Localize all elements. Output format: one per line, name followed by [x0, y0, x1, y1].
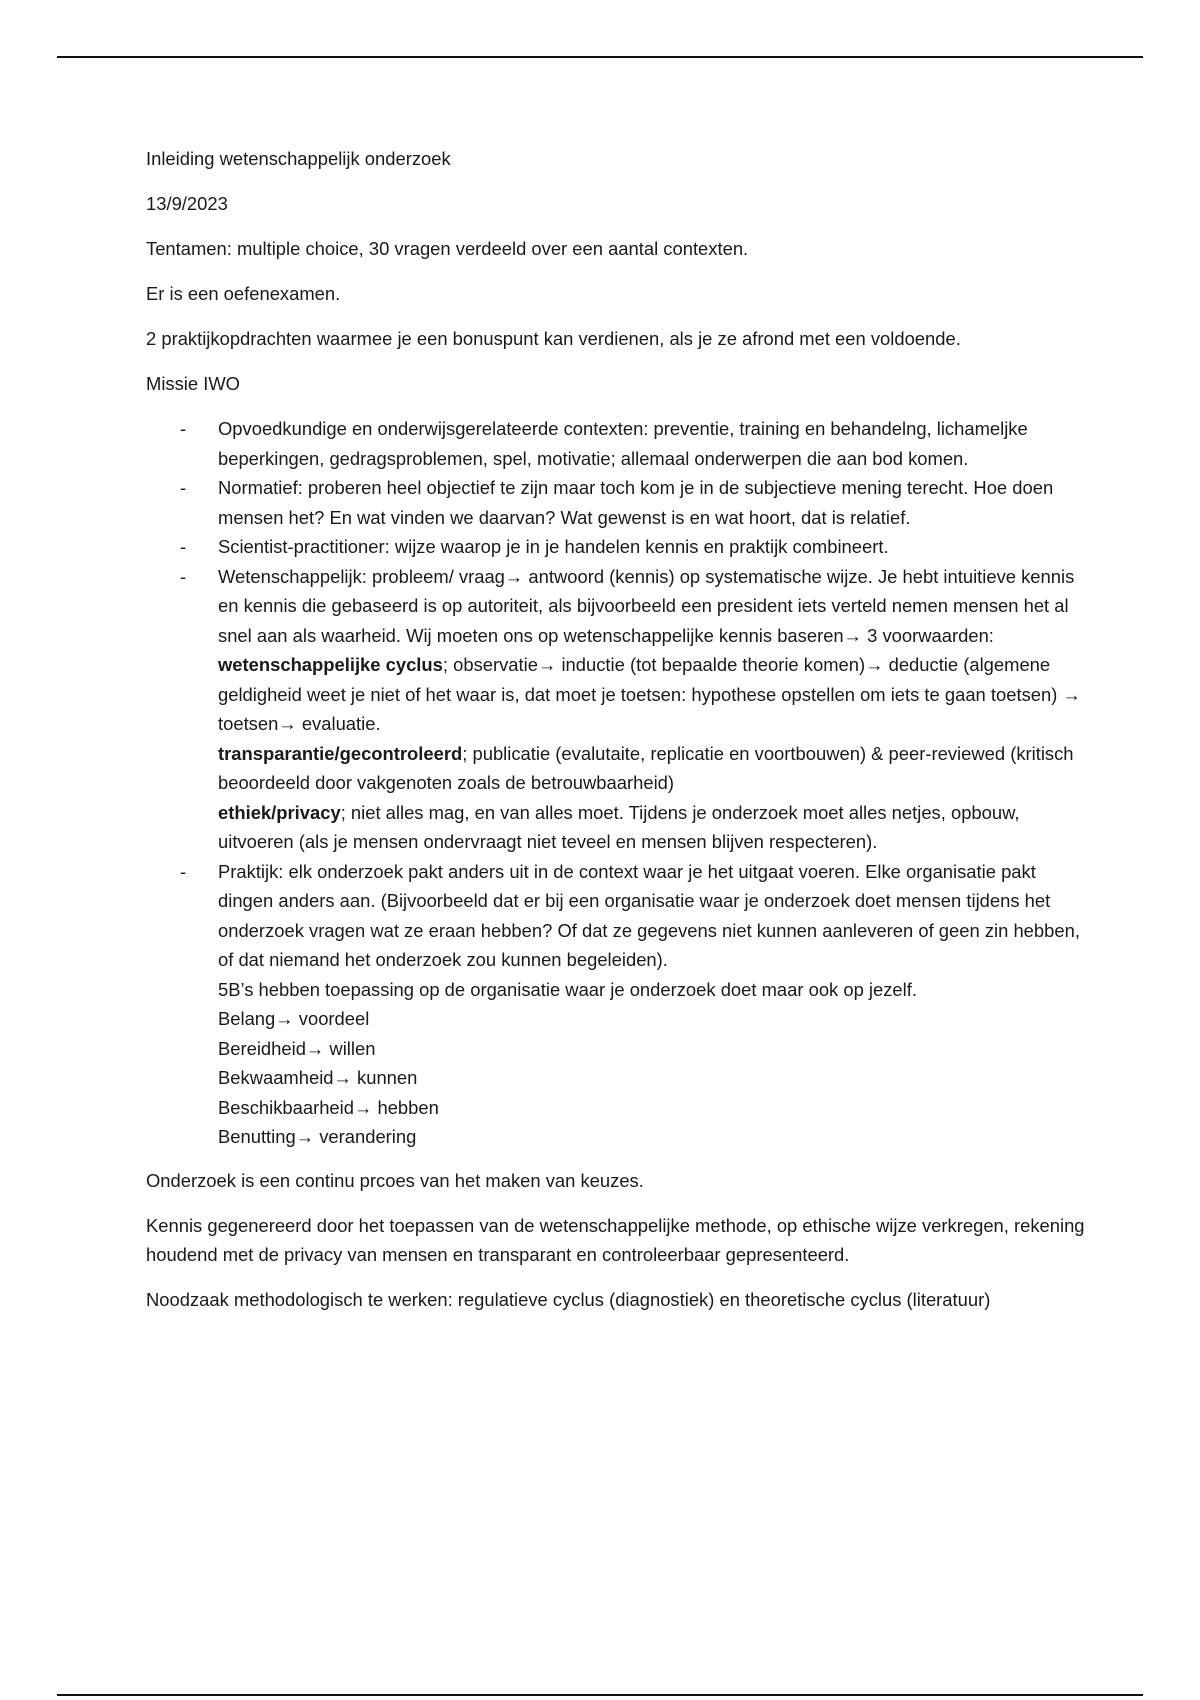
dash-marker: - — [180, 536, 187, 557]
document-body — [146, 144, 1096, 1330]
exam-info: Tentamen: multiple choice, 30 vragen verdeeld over een aantal contexten. — [146, 238, 749, 259]
dash-marker: - — [180, 565, 187, 587]
list-item-text: Praktijk: elk onderzoek pakt anders uit in de context waar je het uitgaat voeren. Elke organisatie pakt dingen anders aan. (Bijvoorbeeld dat er bij een organisatie waar je onderzoek doet mensen tijdens het onderzoek vragen wat ze eraan hebben? Of dat ze gegevens niet kunnen aanleveren of geen zin hebben, of dat niemand het onderzoek zou kunnen begeleiden). — [218, 860, 1080, 970]
paragraph-continu: Onderzoek is een continu prcoes van het maken van keuzes. — [146, 1169, 644, 1191]
condition-transparantie — [218, 739, 1096, 798]
practice-exam-info: Er is een oefenexamen. — [146, 283, 341, 304]
list-item-text: Opvoedkundige en onderwijsgerelateerde contexten: preventie, training en behandelng, lichameljke beperkingen, gedragsproblemen, spel, motivatie; allemaal onderwerpen die aan bod komen. — [218, 418, 1028, 469]
condition-text: ; observatie→ inductie (tot bepaalde theorie komen)→ deductie (algemene geldigheid weet je niet of het waar is, dat moet je toetsen: hypothese opstellen om iets te gaan toetsen) → toetsen→ evaluatie. — [218, 654, 1081, 734]
document-date: 13/9/2023 — [146, 193, 228, 214]
condition-label: transparantie/gecontroleerd — [218, 742, 463, 764]
bottom-border-line — [57, 1694, 1143, 1696]
five-b-bekwaamheid: Bekwaamheid→ kunnen — [218, 1067, 418, 1088]
five-b-bereidheid: Bereidheid→ willen — [218, 1037, 376, 1059]
five-b-belang: Belang→ voordeel — [218, 1008, 370, 1029]
five-b-benutting: Benutting→ verandering — [218, 1126, 417, 1147]
document-title: Inleiding wetenschappelijk onderzoek — [146, 148, 451, 169]
list-item-wetenschappelijk — [180, 562, 1096, 857]
condition-text: ; publicatie (evalutaite, replicatie en voortbouwen) & peer-reviewed (kritisch beoordeeld door vakgenoten zoals de betrouwbaarheid) — [218, 742, 1074, 793]
dash-marker: - — [180, 860, 187, 882]
condition-text: ; niet alles mag, en van alles moet. Tijdens je onderzoek moet alles netjes, opbouw, uitvoeren (als je mensen ondervraagt niet teveel en mensen blijven respecteren). — [218, 801, 1020, 852]
list-item-text: Normatief: proberen heel objectief te zijn maar toch kom je in de subjectieve mening terecht. Hoe doen mensen het? En wat vinden we daarvan? Wat gewenst is en wat hoort, dat is relatief. — [218, 477, 1054, 528]
paragraph-noodzaak: Noodzaak methodologisch te werken: regulatieve cyclus (diagnostiek) en theoretische cyclus (literatuur) — [146, 1289, 991, 1310]
list-item-scientist-practitioner — [180, 532, 1096, 562]
condition-label: ethiek/privacy — [218, 801, 341, 823]
assignments-info: 2 praktijkopdrachten waarmee je een bonuspunt kan verdienen, als je ze afrond met een voldoende. — [146, 328, 961, 349]
condition-ethiek — [218, 798, 1096, 857]
dash-marker: - — [180, 477, 187, 498]
list-item-normatief — [180, 473, 1096, 532]
condition-cyclus — [218, 650, 1096, 739]
list-item-text: Scientist-practitioner: wijze waarop je in je handelen kennis en praktijk combineert. — [218, 536, 889, 557]
condition-label: wetenschappelijke cyclus — [218, 654, 443, 675]
list-item-text: Wetenschappelijk: probleem/ vraag→ antwoord (kennis) op systematische wijze. Je hebt intuitieve kennis en kennis die gebaseerd is op autoriteit, als bijvoorbeeld een president iets verteld nemen mensen het al snel aan als waarheid. Wij moeten ons op wetenschappelijke kennis baseren→ 3 voorwaarden: — [218, 565, 1075, 646]
top-border-line — [57, 56, 1143, 58]
mission-heading: Missie IWO — [146, 373, 240, 394]
paragraph-kennis: Kennis gegenereerd door het toepassen van de wetenschappelijke methode, op ethische wijze verkregen, rekening houdend met de privacy van mensen en transparant en controleerbaar gepresenteerd. — [146, 1214, 1085, 1265]
five-b-beschikbaarheid: Beschikbaarheid→ hebben — [218, 1096, 439, 1118]
mission-list — [146, 414, 1096, 1152]
dash-marker: - — [180, 418, 187, 439]
list-item-praktijk — [180, 857, 1096, 1152]
five-b-intro: 5B’s hebben toepassing op de organisatie waar je onderzoek doet maar ook op jezelf. — [218, 978, 917, 1000]
list-item-contexts — [180, 414, 1096, 473]
